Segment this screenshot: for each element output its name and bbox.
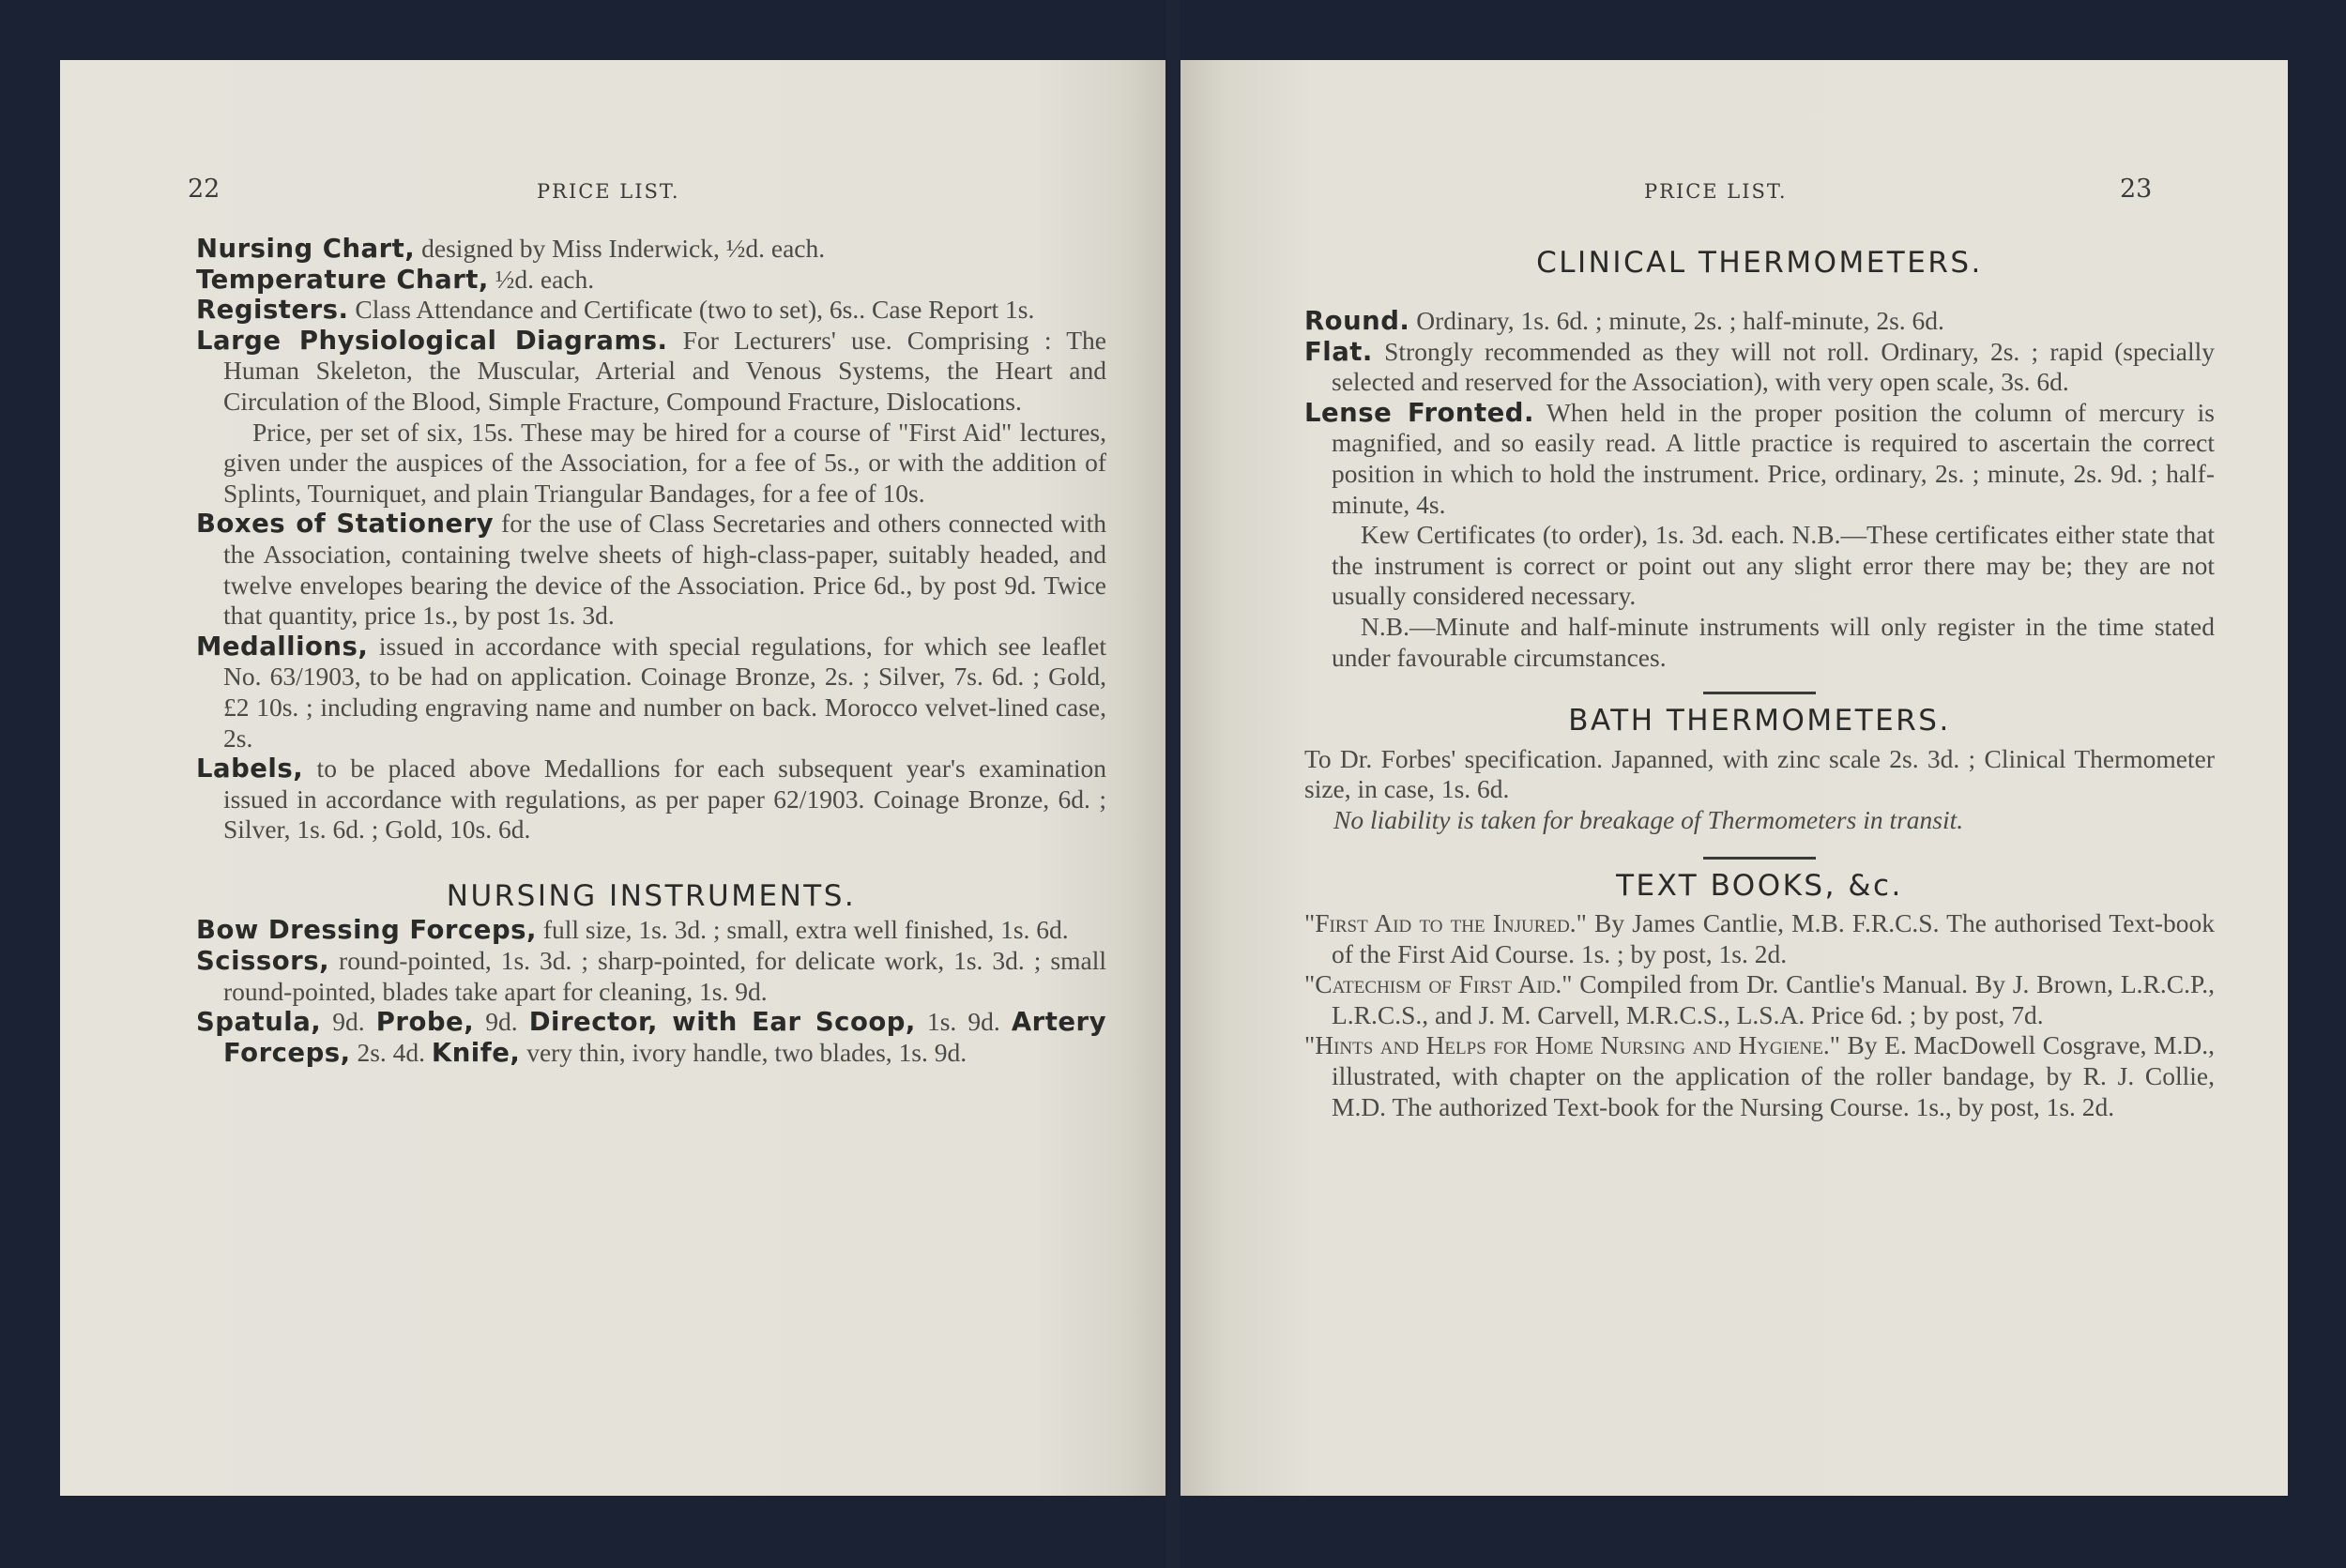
running-title: PRICE LIST. [1644,180,1788,203]
section-title: NURSING INSTRUMENTS. [446,878,857,913]
book-spine [1166,0,1180,1568]
list-item: Lense Fronted. When held in the proper position the column of mercury is magnified, and so easily read. A little practice is required to ascertain the correct position in which to hold the instrument. Price, ordinary, 2s. ; minute, 2s. 9d. ; half-minute, 4s. [1304,397,2215,519]
list-item: To Dr. Forbes' specification. Japanned, with zinc scale 2s. 3d. ; Clinical Thermometer size, in case, 1s. 6d. [1304,743,2215,804]
list-item: "Catechism of First Aid." Compiled from Dr. Cantlie's Manual. By J. Brown, L.R.C.P., L.R.C.S., and J. M. Carvell, M.R.C.S., L.S.A. Price 6d. ; by post, 7d. [1304,969,2215,1029]
list-item: Bow Dressing Forceps, full size, 1s. 3d. ; small, extra well finished, 1s. 6d. [196,915,1069,946]
list-item: Large Physiological Diagrams. For Lecturers' use. Comprising : The Human Skeleton, the Muscular, Arterial and Venous Systems, the Heart and Circulation of the Blood, Simple Fracture, Compound Fracture, Dislocations. [196,325,1106,416]
list-item: Kew Certificates (to order), 1s. 3d. each. N.B.—These certificates either state that the instrument is correct or point out any slight error there may be; they are not usually considered necessary. [1332,520,2215,611]
list-item: Flat. Strongly recommended as they will not roll. Ordinary, 2s. ; rapid (specially selected and reserved for the Association), with very open scale, 3s. 6d. [1304,336,2215,397]
list-item: Scissors, round-pointed, 1s. 3d. ; sharp-pointed, for delicate work, 1s. 3d. ; small round-pointed, blades take apart for cleaning, 1s. 9d. [196,946,1106,1006]
list-item: Labels, to be placed above Medallions for each subsequent year's examination issued in accordance with regulations, as per paper 62/1903. Coinage Bronze, 6d. ; Silver, 1s. 6d. ; Gold, 10s. 6d. [196,754,1106,845]
section-title-books: TEXT BOOKS, &c. [1616,868,1903,903]
list-item: Boxes of Stationery for the use of Class Secretaries and others connected with the Association, containing twelve sheets of high-class-paper, suitably headed, and twelve envelopes bearing the device of the Association. Price 6d., by post 9d. Twice that quantity, price 1s., by post 1s. 3d. [196,509,1106,631]
list-item: Spatula, 9d. Probe, 9d. Director, with Ear Scoop, 1s. 9d. Artery Forceps, 2s. 4d. Knife, very thin, ivory handle, two blades, 1s. 9d. [196,1007,1106,1068]
left-page [60,60,1165,1496]
right-running-head [1181,175,2288,221]
left-running-head [60,175,1165,221]
section-title-bath: BATH THERMOMETERS. [1568,704,1951,738]
divider [1703,857,1816,860]
list-item: Price, per set of six, 15s. These may be hired for a course of "First Aid" lectures, given under the auspices of the Association, for a fee of 5s., or with the addition of Splints, Tourniquet, and plain Triangular Bandages, for a fee of 10s. [223,417,1106,508]
list-item: Temperature Chart, ½d. each. [196,264,595,295]
list-item: "Hints and Helps for Home Nursing and Hygiene." By E. MacDowell Cosgrave, M.D., illustrated, with chapter on the application of the roller bandage, by R. J. Collie, M.D. The authorized Text-book for the Nursing Course. 1s., by post, 1s. 2d. [1304,1030,2215,1121]
divider [1703,692,1816,694]
running-title: PRICE LIST. [537,180,680,203]
list-item: Medallions, issued in accordance with special regulations, for which see leaflet No. 63/1903, to be had on application. Coinage Bronze, 2s. ; Silver, 7s. 6d. ; Gold, £2 10s. ; including engraving name and number on back. Morocco velvet-lined case, 2s. [196,631,1106,753]
list-item: Nursing Chart, designed by Miss Inderwick, ½d. each. [196,234,826,264]
left-column [196,234,1106,1068]
section-title-clinical: CLINICAL THERMOMETERS. [1536,246,1983,280]
list-item: "First Aid to the Injured." By James Cantlie, M.B. F.R.C.S. The authorised Text-book of the First Aid Course. 1s. ; by post, 1s. 2d. [1304,908,2215,968]
right-page [1181,60,2288,1496]
page-number: 23 [2120,175,2153,204]
page-number: 22 [188,175,221,204]
right-column [1304,246,2215,1122]
list-item: N.B.—Minute and half-minute instruments will only register in the time stated under favourable circumstances. [1332,611,2215,672]
note: No liability is taken for breakage of Thermometers in transit. [1333,804,1964,834]
list-item: Round. Ordinary, 1s. 6d. ; minute, 2s. ; half-minute, 2s. 6d. [1304,306,1944,336]
list-item: Registers. Class Attendance and Certificate (two to set), 6s.. Case Report 1s. [196,295,1035,326]
